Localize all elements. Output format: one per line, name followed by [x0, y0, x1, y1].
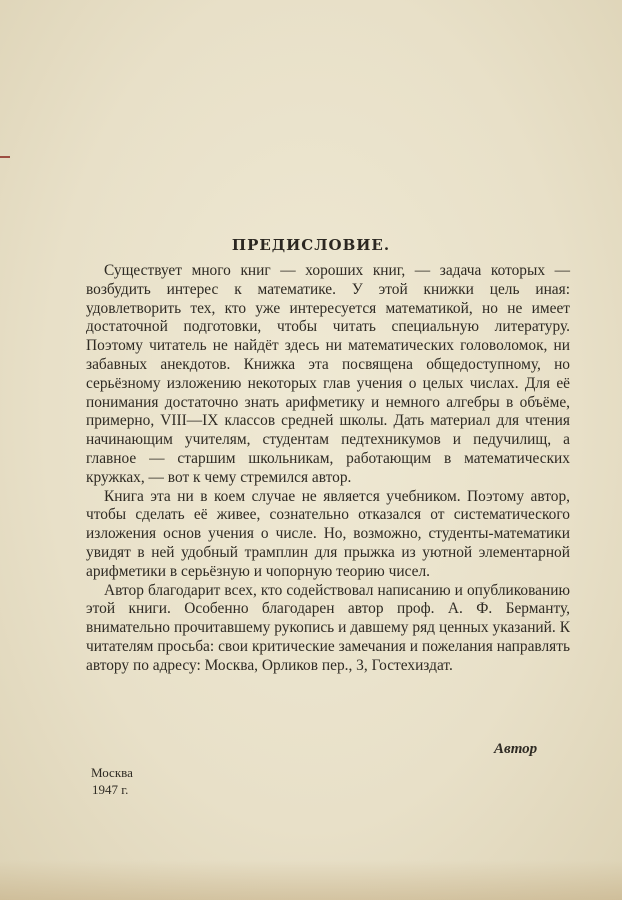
margin-mark [0, 156, 10, 158]
place-date [91, 764, 133, 798]
place-year: 1947 г. [92, 782, 129, 797]
page-stain [0, 860, 622, 900]
paragraph-3: Автор благодарит всех, кто содействовал написанию и опубликованию этой книги. Особенно благодарен автор проф. А. Ф. Берманту, внимательно прочитавшему рукопись и давшему ряд ценных указаний. К читателям просьба: свои критические замечания и пожелания направлять автору по адресу: Москва, Орликов пер., 3, Гостехиздат. [86, 581, 570, 674]
page-title: ПРЕДИСЛОВИЕ. [231, 236, 391, 254]
author-signature: Автор [494, 741, 538, 757]
paragraph-1: Существует много книг — хороших книг, — задача которых — возбудить интерес к математике. У этой книжки цель иная: удовлетворить тех, кто уже интересуется математикой, но не имеет достаточной подготовки, чтобы читать специальную литературу. Поэтому читатель не найдёт здесь ни математических головоломок, ни забавных анекдотов. Книжка эта посвящена общедоступному, но серьёзному изложению некоторых глав учения о целых числах. Для её понимания достаточно знать арифметику и немного алгебры в объёме, примерно, VIII—IX классов средней школы. Дать материал для чтения начинающим учителям, студентам педтехникумов и педучилищ, а главное — старшим школьникам, работающим в математических кружках, — вот к чему стремился автор. [86, 262, 570, 486]
place-city: Москва [91, 765, 133, 780]
paragraph-2: Книга эта ни в коем случае не является учебником. Поэтому автор, чтобы сделать её живее, сознательно отказался от систематического изложения основ учения о числе. Но, возможно, студенты-математики увидят в ней удобный трамплин для прыжка из уютной элементарной арифметики в серьёзную и чопорную теорию чисел. [86, 487, 570, 580]
preface-body [86, 262, 570, 676]
